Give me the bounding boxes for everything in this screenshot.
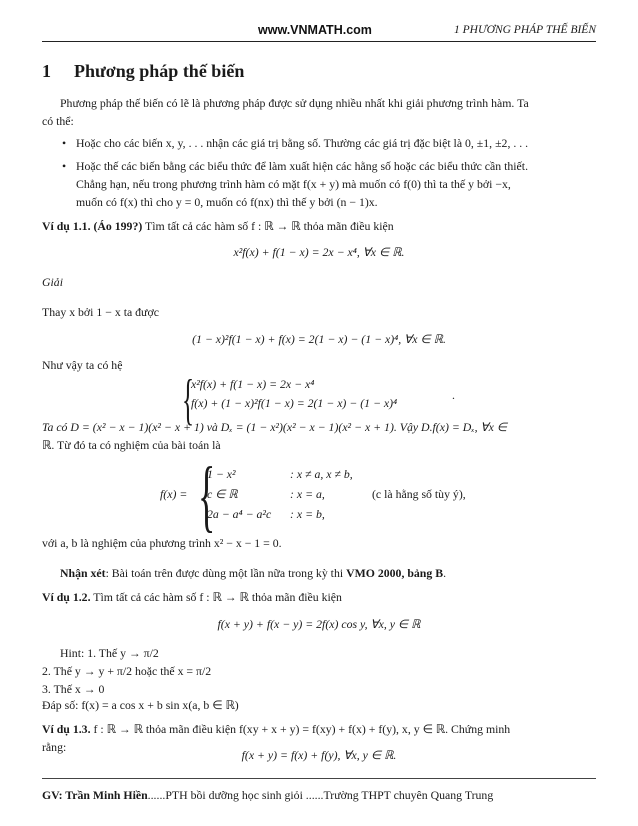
footer-dots-2: ......: [305, 788, 324, 802]
answer: Đáp số: f(x) = a cos x + b sin x(a, b ∈ ℝ): [42, 698, 239, 712]
intro-line-1: Phương pháp thế biến có lẽ là phương pháp được sử dụng nhiều nhất khi giải phương trình hàm. Ta: [60, 96, 529, 110]
remark-contest: VMO 2000, bảng B: [346, 566, 444, 580]
system-period: .: [452, 388, 455, 402]
footer-dots-1: ......: [147, 788, 166, 802]
footer-middle: PTH bồi dưỡng học sinh giỏi: [165, 788, 303, 802]
hint-3: 3. Thế x → 0: [42, 682, 105, 696]
piecewise-lhs: f(x) =: [160, 487, 188, 501]
bullet-dot-1: •: [62, 136, 67, 150]
solution-line-1: Thay x bởi 1 − x ta được: [42, 305, 159, 319]
solution-line-4: với a, b là nghiệm của phương trình x² − x − 1 = 0.: [42, 536, 282, 550]
system-brace: {: [182, 369, 195, 431]
hint-2: 2. Thế y → y + π/2 hoặc thế x = π/2: [42, 664, 212, 678]
header-rule: [42, 41, 596, 42]
solution-line-3b: ℝ. Từ đó ta có nghiệm của bài toán là: [42, 438, 221, 452]
example-2-equation: f(x + y) + f(x − y) = 2f(x) cos y, ∀x, y ∈ ℝ: [217, 617, 421, 631]
header-site[interactable]: www.VNMATH.com: [258, 23, 372, 37]
remark-text: : Bài toán trên được dùng một lần nữa trong kỳ thi: [105, 566, 344, 580]
header-chapter: 1 PHƯƠNG PHÁP THẾ BIẾN: [454, 24, 596, 36]
example-3-text-2: rằng:: [42, 740, 67, 754]
example-2-label: Ví dụ 1.2.: [42, 590, 91, 604]
example-2-text: Tìm tất cả các hàm số f : ℝ → ℝ thỏa mãn điều kiện: [93, 590, 342, 604]
example-2: [42, 588, 342, 606]
section-number: 1: [42, 61, 51, 81]
section-title: [42, 61, 244, 82]
remark-label: Nhận xét: [60, 566, 106, 580]
piecewise-row-2-cond: : x = a,: [290, 487, 325, 501]
footer: [42, 786, 493, 804]
footer-rule: [42, 778, 596, 779]
bullet-1: Hoặc cho các biến x, y, . . . nhận các giá trị bằng số. Thường các giá trị đặc biệt là 0, ±1, ±2, . . .: [76, 136, 529, 150]
remark: [60, 564, 446, 582]
piecewise-brace: {: [198, 452, 216, 540]
example-3-equation: f(x + y) = f(x) + f(y), ∀x, y ∈ ℝ.: [241, 748, 397, 762]
solution-label: Giải: [42, 275, 63, 289]
example-3-label: Ví dụ 1.3.: [42, 722, 91, 736]
piecewise-row-3-expr: 2a − a⁴ − a²c: [207, 507, 272, 521]
bullet-2a: Hoặc thế các biến bằng các biểu thức để làm xuất hiện các hằng số hoặc các biểu thức cần thiết.: [76, 159, 529, 173]
footer-school: Trường THPT chuyên Quang Trung: [323, 788, 494, 802]
equation-2: (1 − x)²f(1 − x) + f(x) = 2(1 − x) − (1 − x)⁴, ∀x ∈ ℝ.: [192, 332, 446, 346]
solution-line-3a: Ta có D = (x² − x − 1)(x² − x + 1) và Dₓ = (1 − x²)(x² − x − 1)(x² − x + 1). Vậy D.f(x) = Dₓ, ∀x ∈: [42, 420, 508, 434]
hint-1: Hint: 1. Thế y → π/2: [60, 646, 159, 660]
example-1: [42, 217, 394, 235]
piecewise-row-1-cond: : x ≠ a, x ≠ b,: [290, 467, 353, 481]
piecewise-row-2-expr: c ∈ ℝ: [207, 487, 238, 501]
example-3-text: f : ℝ → ℝ thỏa mãn điều kiện f(xy + x + y) = f(xy) + f(x) + f(y), x, y ∈ ℝ. Chứng minh: [93, 722, 511, 736]
intro-line-2: có thể:: [42, 114, 74, 128]
piecewise-row-2-note: (c là hằng số tùy ý),: [372, 487, 466, 501]
example-1-equation: x²f(x) + f(1 − x) = 2x − x⁴, ∀x ∈ ℝ.: [233, 245, 405, 259]
bullet-2c: muốn có f(x) thì cho y = 0, muốn có f(nx) thì thế y bởi (n − 1)x.: [76, 195, 378, 209]
remark-end: .: [443, 566, 447, 580]
bullet-dot-2: •: [62, 159, 67, 173]
example-3: [42, 720, 510, 738]
bullet-2b: Chẳng hạn, nếu trong phương trình hàm có mặt f(x + y) mà muốn có f(0) thì ta thế y bởi −x,: [76, 177, 511, 191]
example-1-text: Tìm tất cả các hàm số f : ℝ → ℝ thỏa mãn điều kiện: [145, 219, 394, 233]
system-eq-1: x²f(x) + f(1 − x) = 2x − x⁴: [191, 377, 315, 391]
section-title-text: Phương pháp thế biến: [74, 61, 245, 81]
example-1-label: Ví dụ 1.1. (Áo 199?): [42, 219, 143, 233]
system-eq-2: f(x) + (1 − x)²f(1 − x) = 2(1 − x) − (1 − x)⁴: [191, 396, 398, 410]
footer-author: GV: Trần Minh Hiền: [42, 788, 148, 802]
piecewise-row-3-cond: : x = b,: [290, 507, 325, 521]
piecewise-row-1-expr: 1 − x²: [207, 467, 236, 481]
solution-line-2: Như vậy ta có hệ: [42, 358, 123, 372]
